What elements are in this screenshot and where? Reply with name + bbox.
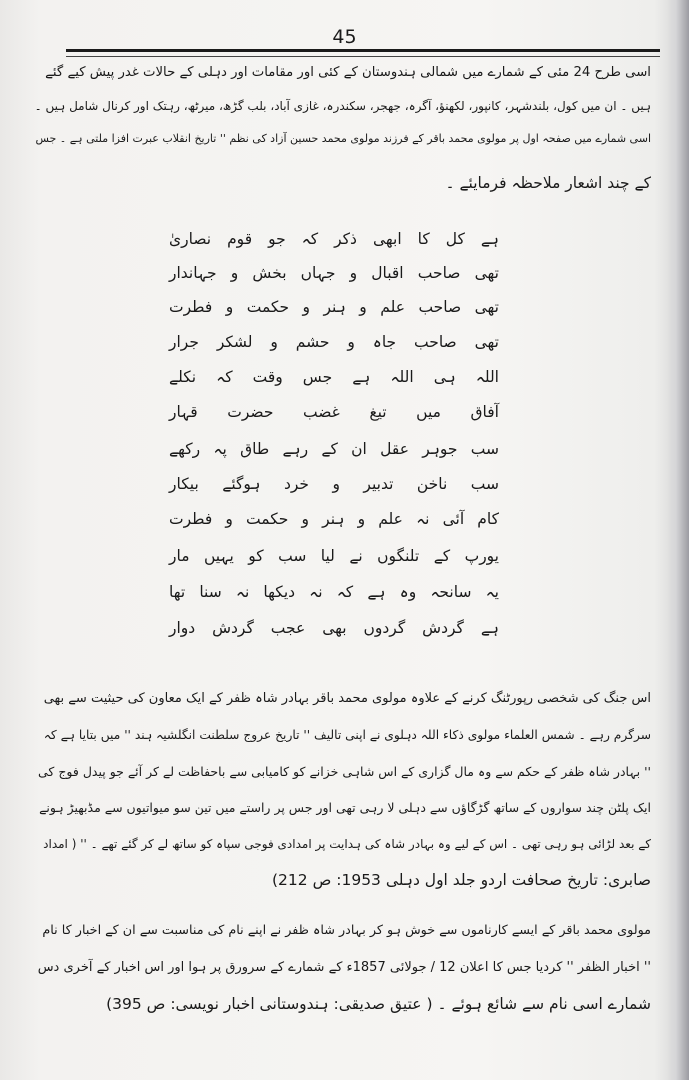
body-line: '' اخبار الظفر '' کردیا جس کا اعلان 12 / جولائی 1857ء کے شمارے کے سرورق پر ہوا اور اس اخبار کے آخری دس [37, 960, 651, 975]
body-line: کے بعد لڑائی ہو رہی تھی ۔ اس کے لیے وہ بہادر شاہ کی ہدایت پر امدادی فوجی سپاہ کو ساتھ لے کر گئے تھے ۔ '' ( امداد [43, 837, 651, 851]
poem-line: یورپ کے تلنگوں نے لیا سب کو یہیں مار [169, 547, 499, 565]
body-line: سرگرم رہے ۔ شمس العلماء مولوی ذکاء اللہ دہلوی نے اپنی تالیف '' تاریخ عروج سلطنت انگلشیہ ہند '' میں بتایا ہے کہ [43, 728, 651, 742]
poem-line: تھی صاحب جاہ و حشم و لشکر جرار [169, 333, 499, 351]
body-line: مولوی محمد باقر کے ایسے کارناموں سے خوش ہو کر بہادر شاہ ظفر نے اپنے نام کی مناسبت سے ان کے اخبار کا نام [42, 923, 651, 938]
poem-line: ہے گردش گردوں بھی عجب گردش دوار [169, 619, 499, 637]
body-line: اس جنگ کی شخصی رپورٹنگ کرنے کے علاوہ مولوی محمد باقر بہادر شاہ ظفر کے ایک معاون کی حیثیت سے بھی [43, 691, 651, 706]
poem-line: تھی صاحب علم و ہنر و حکمت و فطرت [169, 298, 499, 316]
poem-line: کام آئی نہ علم و ہنر و حکمت و فطرت [169, 510, 499, 528]
header-rule-thin [66, 56, 660, 57]
intro-line: ہیں ۔ ان میں کول، بلندشہر، کانپور، لکھنؤ، آگرہ، جھجر، سکندرہ، غازی آباد، بلب گڑھ، میرٹھ، رہتک اور کرنال شامل ہیں ۔ [34, 99, 651, 113]
header-rule [66, 49, 660, 52]
body-line: '' بہادر شاہ ظفر کے حکم سے وہ مال گزاری کے اس شاہی خزانے کو کامیابی سے باحفاظت لے کر آئے جو پیدل فوج کی [38, 764, 651, 779]
body-line: شمارے اسی نام سے شائع ہوئے ۔ ( عتیق صدیقی: ہندوستانی اخبار نویسی: ص 395) [106, 995, 651, 1013]
page-number: 45 [332, 26, 357, 48]
intro-line: اسی شمارے میں صفحہ اول پر مولوی محمد باقر کے فرزند مولوی محمد حسین آزاد کی نظم '' تاریخ انقلاب عبرت افزا ملتی ہے ۔ جس [35, 132, 651, 145]
poem-line: ہے کل کا ابھی ذکر کہ جو قوم نصاریٰ [169, 230, 499, 248]
poem-line: آفاق میں تیغ غضب حضرت قہار [169, 403, 499, 421]
body-line: ایک پلٹن چند سواروں کے ساتھ گڑگاؤں سے دہلی لا رہی تھی اور جس پر راستے میں تین سو میواتیوں سے مڈبھیڑ ہونے [39, 800, 651, 815]
poem-line: یہ سانحہ وہ ہے کہ نہ دیکھا نہ سنا تھا [169, 583, 499, 601]
poem-line: سب ناخن تدبیر و خرد ہوگئے بیکار [169, 475, 499, 493]
citation-line: صابری: تاریخ صحافت اردو جلد اول دہلی 1953: ص 212) [271, 871, 651, 889]
poem-line: سب جوہر عقل ان کے رہے طاق پہ رکھے [169, 440, 499, 458]
book-spine-shadow [667, 0, 689, 1080]
poem-line: اللہ ہی اللہ ہے جس وقت کہ نکلے [169, 368, 499, 386]
poem-line: تھی صاحب اقبال و جہاں بخش و جہاندار [169, 264, 499, 282]
intro-line: اسی طرح 24 مئی کے شمارے میں شمالی ہندوستان کے کئی اور مقامات اور دہلی کے حالات غدر پیش کیے گئے [45, 65, 651, 80]
intro-line: کے چند اشعار ملاحظہ فرمایئے ۔ [445, 174, 651, 192]
